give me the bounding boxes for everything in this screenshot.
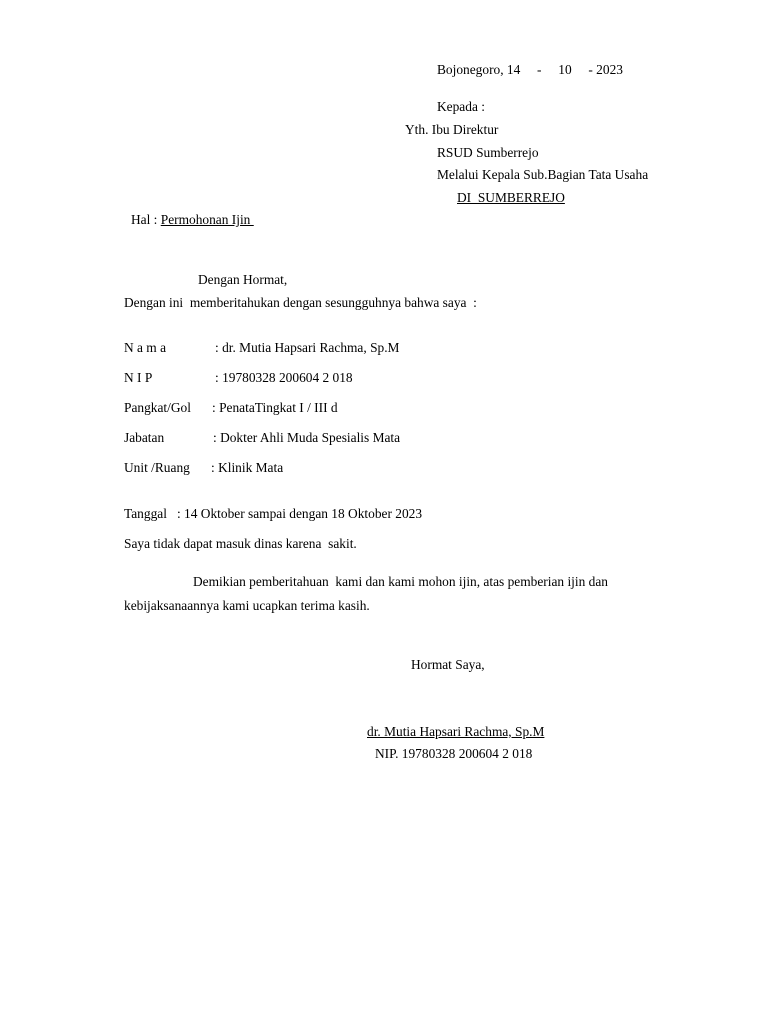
closing-paragraph-line1: Demikian pemberitahuan kami dan kami mohon ijin, atas pemberian ijin dan xyxy=(193,574,608,589)
recipient-heading: Kepada : xyxy=(437,99,485,114)
field-label: Unit /Ruang xyxy=(124,460,190,475)
field-value: : PenataTingkat I / III d xyxy=(212,400,338,415)
field-row-jabatan xyxy=(124,430,400,446)
intro-paragraph: Dengan ini memberitahukan dengan sesungguhnya bahwa saya : xyxy=(124,295,477,310)
field-value: : 19780328 200604 2 018 xyxy=(215,370,353,385)
field-row-pangkat xyxy=(124,400,338,416)
signoff: Hormat Saya, xyxy=(411,657,485,672)
field-value: : dr. Mutia Hapsari Rachma, Sp.M xyxy=(215,340,400,355)
field-label: N a m a xyxy=(124,340,167,355)
field-value: : Klinik Mata xyxy=(211,460,284,475)
field-label: Pangkat/Gol xyxy=(124,400,191,415)
recipient-location: DI SUMBERREJO xyxy=(457,190,565,205)
field-value: : Dokter Ahli Muda Spesialis Mata xyxy=(213,430,401,445)
subject-text: Permohonan Ijin xyxy=(160,212,254,227)
signatory-nip: NIP. 19780328 200604 2 018 xyxy=(375,746,533,761)
recipient-title: Yth. Ibu Direktur xyxy=(405,122,499,137)
field-label: Jabatan xyxy=(124,430,165,445)
field-row-nama xyxy=(124,340,399,356)
field-label: N I P xyxy=(124,370,153,385)
letter-date: Bojonegoro, 14 - 10 - 2023 xyxy=(437,62,623,77)
closing-paragraph-line2: kebijaksanaannya kami ucapkan terima kasih. xyxy=(124,598,370,613)
recipient-institution: RSUD Sumberrejo xyxy=(437,145,539,160)
subject-line xyxy=(131,212,254,228)
recipient-via: Melalui Kepala Sub.Bagian Tata Usaha xyxy=(437,167,649,182)
field-row-nip xyxy=(124,370,353,386)
subject-label: Hal : xyxy=(131,212,161,227)
field-row-unit xyxy=(124,460,283,476)
salutation: Dengan Hormat, xyxy=(198,272,288,287)
leave-dates: Tanggal : 14 Oktober sampai dengan 18 Oktober 2023 xyxy=(124,506,423,521)
signatory-name: dr. Mutia Hapsari Rachma, Sp.M xyxy=(367,724,545,739)
leave-reason: Saya tidak dapat masuk dinas karena sakit. xyxy=(124,536,357,551)
